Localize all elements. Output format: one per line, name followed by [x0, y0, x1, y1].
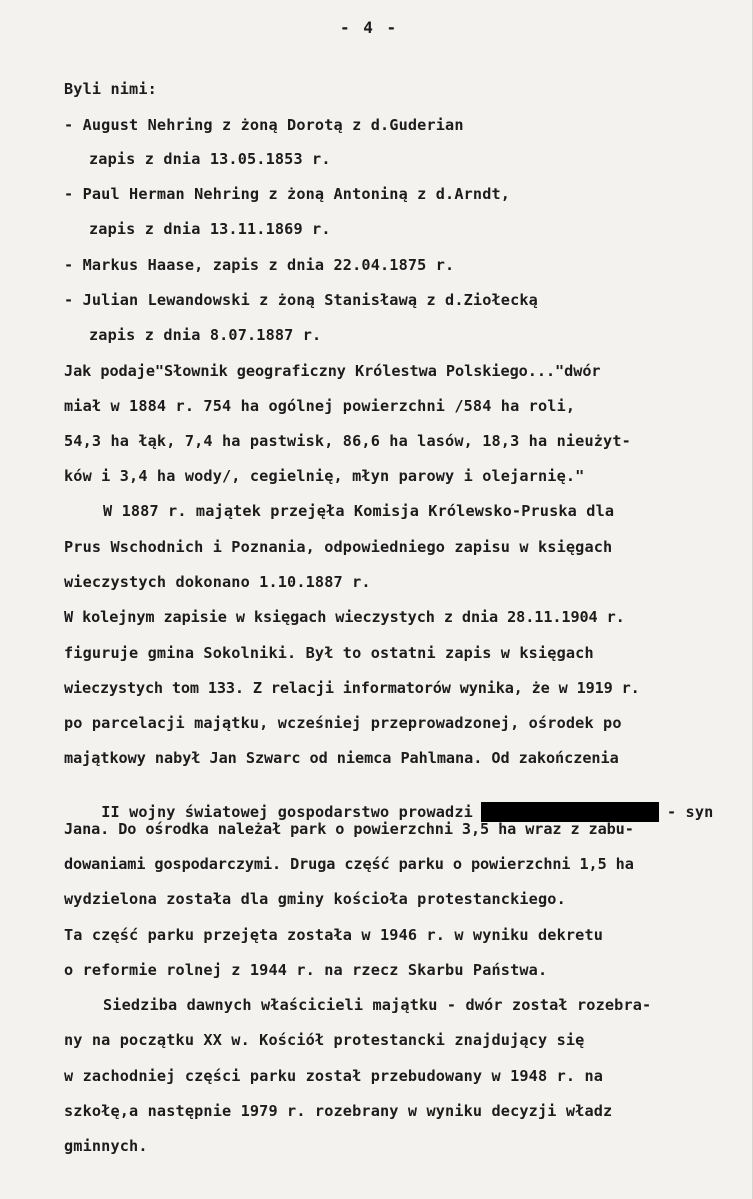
text-line: wieczystych dokonano 1.10.1887 r.: [64, 573, 371, 591]
text-line: Byli nimi:: [64, 80, 157, 98]
text-line: zapis z dnia 13.11.1869 r.: [89, 220, 331, 238]
text-line: 54,3 ha łąk, 7,4 ha pastwisk, 86,6 ha lasów, 18,3 ha nieużyt-: [64, 432, 631, 450]
text-line: Ta część parku przejęta została w 1946 r. w wyniku dekretu: [64, 926, 604, 944]
text-line: po parcelacji majątku, wcześniej przeprowadzonej, ośrodek po: [64, 714, 622, 732]
text-line: - Julian Lewandowski z żoną Stanisławą z d.Ziołecką: [64, 291, 538, 309]
text-line: ny na początku XX w. Kościół protestancki znajdujący się: [64, 1031, 585, 1049]
text-line: ków i 3,4 ha wody/, cegielnię, młyn parowy i olejarnię.": [64, 467, 585, 485]
text-segment: II wojny światowej gospodarstwo prowadzi: [101, 803, 473, 821]
text-line: szkołę,a następnie 1979 r. rozebrany w wyniku decyzji władz: [64, 1102, 613, 1120]
text-line: W kolejnym zapisie w księgach wieczystych z dnia 28.11.1904 r.: [64, 608, 625, 626]
text-line: w zachodniej części parku został przebudowany w 1948 r. na: [64, 1067, 604, 1085]
text-line: Jana. Do ośrodka należał park o powierzchni 3,5 ha wraz z zabu-: [64, 820, 634, 838]
text-segment: - syn: [666, 803, 714, 821]
text-line: gminnych.: [64, 1137, 148, 1155]
text-line: o reformie rolnej z 1944 r. na rzecz Skarbu Państwa.: [64, 961, 548, 979]
text-line: - Paul Herman Nehring z żoną Antoniną z d.Arndt,: [64, 185, 511, 203]
text-line: W 1887 r. majątek przejęła Komisja Królewsko-Pruska dla: [103, 502, 615, 520]
text-line: majątkowy nabył Jan Szwarc od niemca Pahlmana. Od zakończenia: [64, 749, 619, 767]
text-line: Jak podaje"Słownik geograficzny Królestwa Polskiego..."dwór: [64, 362, 601, 380]
page-number: - 4 -: [340, 18, 399, 37]
text-line: wydzielona została dla gminy kościoła protestanckiego.: [64, 890, 566, 908]
text-line: dowaniami gospodarczymi. Druga część parku o powierzchni 1,5 ha: [64, 855, 634, 873]
text-line: - Markus Haase, zapis z dnia 22.04.1875 r.: [64, 256, 455, 274]
text-line: zapis z dnia 8.07.1887 r.: [89, 326, 322, 344]
text-line: miał w 1884 r. 754 ha ogólnej powierzchni /584 ha roli,: [64, 397, 576, 415]
text-line: wieczystych tom 133. Z relacji informatorów wynika, że w 1919 r.: [64, 679, 640, 697]
text-line: - August Nehring z żoną Dorotą z d.Guderian: [64, 116, 464, 134]
text-line: figuruje gmina Sokolniki. Był to ostatni zapis w księgach: [64, 644, 594, 662]
text-line: Siedziba dawnych właścicieli majątku - dwór został rozebra-: [103, 996, 652, 1014]
redaction-bar: [481, 802, 659, 822]
text-line: zapis z dnia 13.05.1853 r.: [89, 150, 331, 168]
text-line: Prus Wschodnich i Poznania, odpowiedniego zapisu w księgach: [64, 538, 613, 556]
